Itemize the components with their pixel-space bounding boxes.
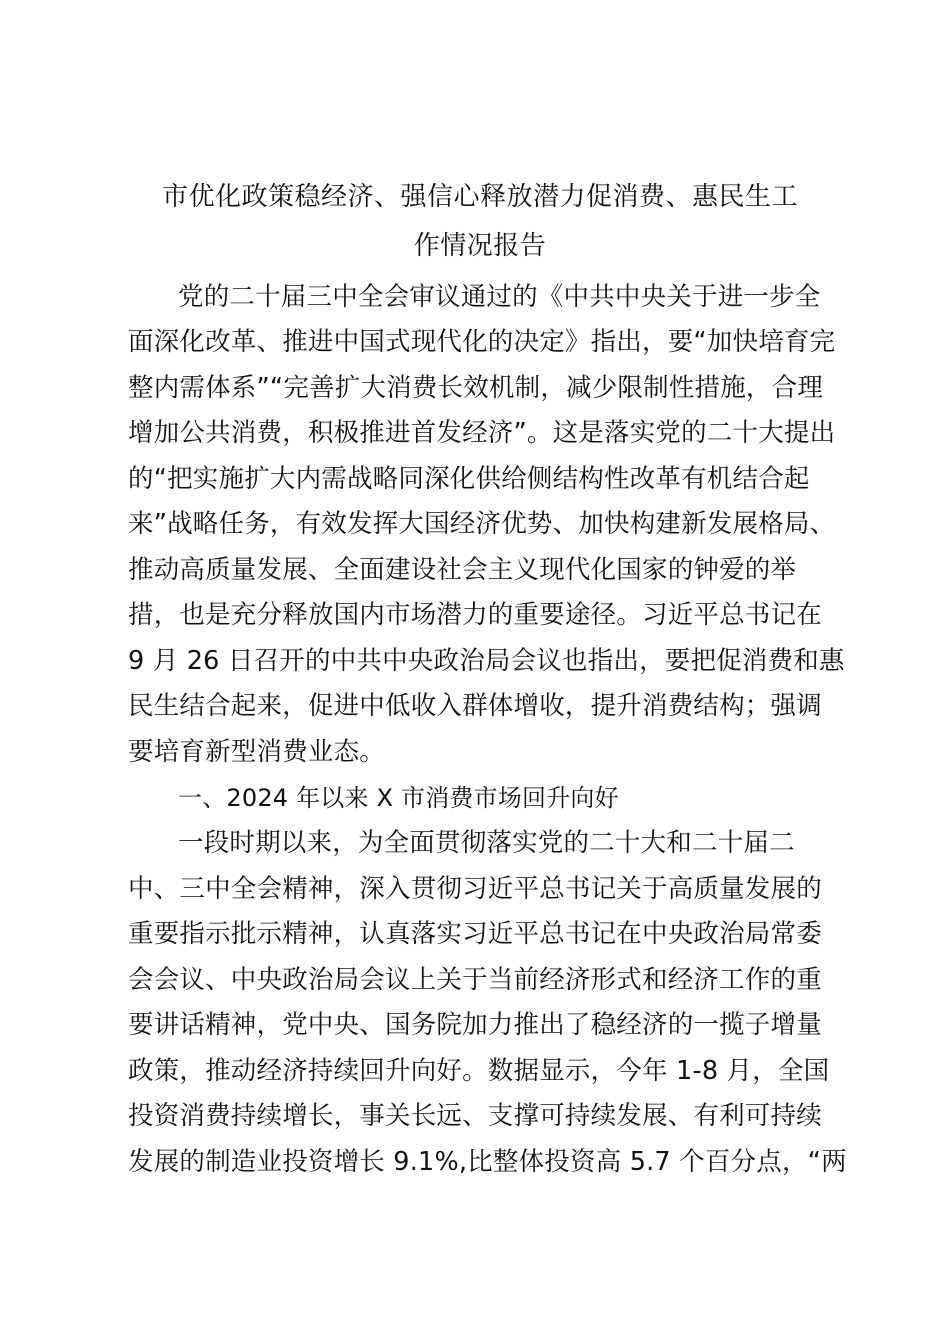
paragraph-line: 推动高质量发展、全面建设社会主义现代化国家的钟爱的举: [128, 555, 797, 585]
paragraph-line: 整内需体系”“完善扩大消费长效机制，减少限制性措施，合理: [128, 373, 824, 403]
paragraph-line: 民生结合起来，促进中低收入群体增收，提升消费结构；强调: [128, 691, 822, 721]
paragraph-line: 党的二十届三中全会审议通过的《中共中央关于进一步全: [178, 282, 821, 312]
paragraph-line: 投资消费持续增长，事关长远、支撑可持续发展、有利可持续: [128, 1101, 822, 1131]
report-title-line-1: 市优化政策稳经济、强信心释放潜力促消费、惠民生工: [161, 182, 798, 212]
paragraph-line: 重要指示批示精神，认真落实习近平总书记在中央政治局常委: [128, 919, 822, 949]
paragraph-line: 措，也是充分释放国内市场潜力的重要途径。习近平总书记在: [128, 600, 822, 630]
paragraph-line: 政策，推动经济持续回升向好。数据显示，今年 1-8 月，全国: [128, 1056, 830, 1086]
paragraph-line: 来”战略任务，有效发挥大国经济优势、加快构建新发展格局、: [128, 509, 836, 539]
paragraph-line: 中、三中全会精神，深入贯彻习近平总书记关于高质量发展的: [128, 874, 822, 904]
paragraph-line: 的“把实施扩大内需战略同深化供给侧结构性改革有机结合起: [128, 464, 810, 494]
section-heading: 一、2024 年以来 X 市消费市场回升向好: [178, 784, 619, 812]
paragraph-line: 要讲话精神，党中央、国务院加力推出了稳经济的一揽子增量: [128, 1010, 822, 1040]
paragraph-line: 发展的制造业投资增长 9.1%,比整体投资高 5.7 个百分点，“两: [128, 1147, 847, 1177]
paragraph-line: 会会议、中央政治局会议上关于当前经济形式和经济工作的重: [128, 965, 822, 995]
paragraph-line: 要培育新型消费业态。: [128, 737, 386, 767]
report-title-line-2: 作情况报告: [413, 231, 547, 261]
paragraph-line: 一段时期以来，为全面贯彻落实党的二十大和二十届二: [178, 828, 795, 858]
paragraph-line: 增加公共消费，积极推进首发经济”。这是落实党的二十大提出: [128, 418, 836, 448]
paragraph-line: 面深化改革、推进中国式现代化的决定》指出，要“加快培育完: [128, 327, 836, 357]
paragraph-line: 9 月 26 日召开的中共中央政治局会议也指出，要把促消费和惠: [128, 646, 845, 676]
